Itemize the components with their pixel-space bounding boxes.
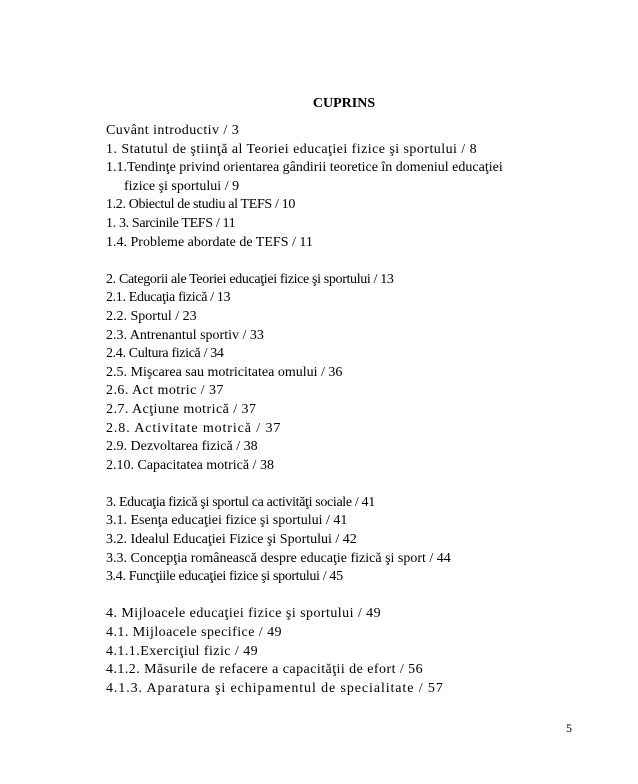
toc-entry: 2.10. Capacitatea motrică / 38 (106, 457, 274, 473)
section-gap (106, 587, 576, 606)
toc-entry: 1.4. Probleme abordate de TEFS / 11 (106, 234, 313, 250)
toc-entry: 2. Categorii ale Teoriei educaţiei fizice şi sportului / 13 (106, 271, 394, 287)
toc-entry: 2.6. Act motric / 37 (106, 383, 224, 399)
toc-entry: 3.2. Idealul Educaţiei Fizice şi Sportului / 42 (106, 532, 357, 548)
toc-entry: 3. Educaţia fizică şi sportul ca activităţi sociale / 41 (106, 494, 375, 510)
toc-entry: 4.1.2. Măsurile de refacere a capacităţii de efort / 56 (106, 662, 424, 678)
toc-entry: 2.8. Activitate motrică / 37 (106, 420, 282, 436)
toc-entry: 1.1.Tendinţe privind orientarea gândirii teoretice în domeniul educaţiei (106, 160, 503, 176)
toc-entry: 3.4. Funcţiile educaţiei fizice şi sportului / 45 (106, 569, 343, 585)
table-of-contents (106, 122, 576, 698)
toc-entry: 3.3. Concepţia românească despre educaţie fizică şi sport / 44 (106, 550, 451, 566)
toc-entry: 2.7. Acţiune motrică / 37 (106, 401, 257, 417)
toc-entry: 4. Mijloacele educaţiei fizice şi sportului / 49 (106, 606, 382, 622)
toc-entry: 2.4. Cultura fizică / 34 (106, 346, 224, 362)
toc-entry: 4.1.3. Aparatura şi echipamentul de specialitate / 57 (106, 680, 444, 696)
toc-entry: 2.2. Sportul / 23 (106, 308, 197, 324)
page-number: 5 (566, 721, 572, 735)
toc-entry: 3.1. Esenţa educaţiei fizice şi sportului / 41 (106, 513, 348, 529)
section-gap (106, 252, 576, 271)
toc-entry: 1.2. Obiectul de studiu al TEFS / 10 (106, 197, 295, 213)
toc-entry: 4.1. Mijloacele specifice / 49 (106, 625, 282, 641)
toc-entry: 4.1.1.Exerciţiul fizic / 49 (106, 643, 259, 659)
toc-entry: 1. Statutul de ştiinţă al Teoriei educaţiei fizice şi sportului / 8 (106, 141, 478, 157)
toc-entry: 2.5. Mişcarea sau motricitatea omului / 36 (106, 364, 343, 380)
section-gap (106, 475, 576, 494)
toc-entry: 2.9. Dezvoltarea fizică / 38 (106, 439, 258, 455)
toc-entry: 2.3. Antrenantul sportiv / 33 (106, 327, 264, 343)
toc-entry: 1. 3. Sarcinile TEFS / 11 (106, 215, 236, 231)
page-title: CUPRINS (312, 96, 376, 111)
toc-entry: 2.1. Educaţia fizică / 13 (106, 290, 231, 306)
toc-entry: Cuvânt introductiv / 3 (106, 123, 240, 138)
toc-entry: fizice şi sportului / 9 (124, 178, 240, 194)
